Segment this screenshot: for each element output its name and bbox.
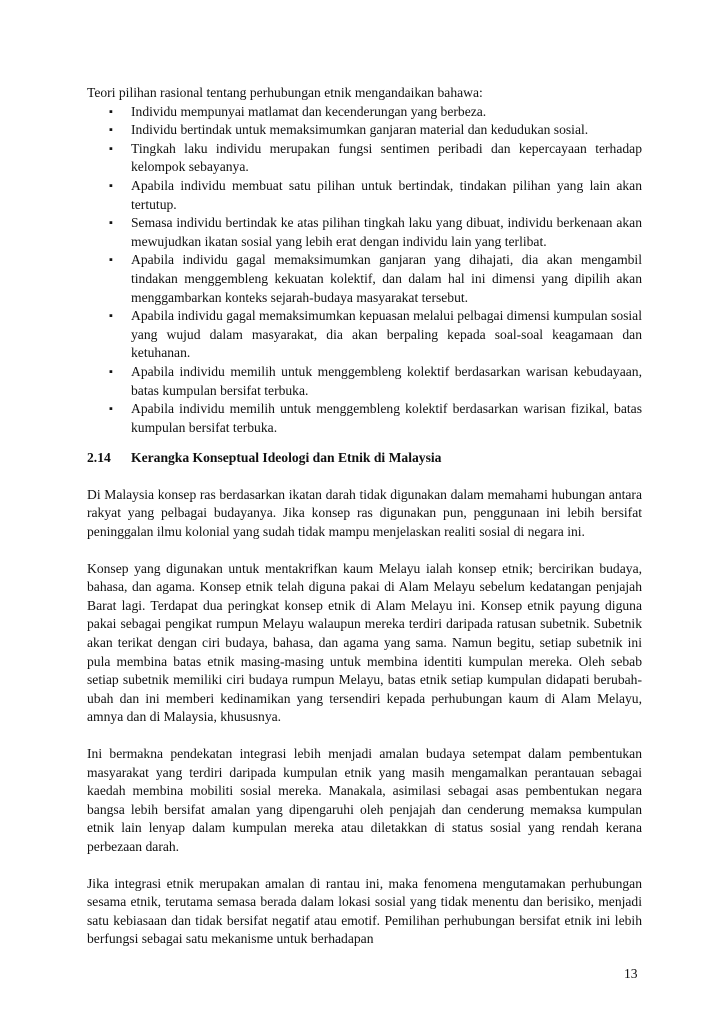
- bullet-icon: ▪: [109, 105, 113, 118]
- bullet-icon: ▪: [109, 365, 113, 378]
- bullet-item: [87, 214, 642, 251]
- body-paragraph: Jika integrasi etnik merupakan amalan di rantau ini, maka fenomena mengutamakan perhubungan sesama etnik, terutama semasa berada dalam lokasi sosial yang tidak menentu dan berisiko, menjadi satu kebiasaan dan tidak bersifat negatif atau emotif. Pemilihan perhubungan bersifat etnik ini lebih berfungsi sebagai satu mekanisme untuk berhadapan: [87, 875, 642, 947]
- bullet-item: [87, 121, 642, 140]
- bullet-item: [87, 400, 642, 437]
- bullet-text: Semasa individu bertindak ke atas pilihan tingkah laku yang dibuat, individu berkenaan akan mewujudkan ikatan sosial yang lebih erat dengan individu lain yang terlibat.: [131, 215, 642, 249]
- bullet-icon: ▪: [109, 217, 113, 230]
- bullet-icon: ▪: [109, 142, 113, 155]
- bullet-item: [87, 363, 642, 400]
- bullet-text: Apabila individu gagal memaksimumkan ganjaran yang dihajati, dia akan mengambil tindakan menggembleng kekuatan kolektif, dan dalam hal ini dimensi yang dipilih akan menggambarkan konteks sejarah-budaya masyarakat tersebut.: [131, 252, 642, 305]
- bullet-text: Apabila individu gagal memaksimumkan kepuasan melalui pelbagai dimensi kumpulan sosial yang wujud dalam masyarakat, dia akan berpaling kepada soal-soal keagamaan dan ketuhanan.: [131, 308, 642, 361]
- section-number: 2.14: [87, 450, 111, 466]
- bullet-icon: ▪: [109, 124, 113, 137]
- bullet-text: Tingkah laku individu merupakan fungsi sentimen peribadi dan kepercayaan terhadap kelompok sebayanya.: [131, 140, 642, 175]
- page-number: 13: [624, 966, 638, 981]
- bullet-item: [87, 140, 642, 177]
- body-paragraph: Ini bermakna pendekatan integrasi lebih menjadi amalan budaya setempat dalam pembentukan masyarakat yang terdiri daripada kumpulan etnik yang masih mengamalkan perantauan sebagai kaedah membina mobiliti sosial mereka. Manakala, asimilasi sebagai asas pembentukan negara bangsa lebih bersifat amalan yang dipengaruhi oleh penjajah dan cenderung memaksa kumpulan etnik lain lenyap dalam kumpulan mereka atau diletakkan di status sosial yang rendah kerana perbezaan darah.: [87, 746, 642, 854]
- bullet-item: [87, 251, 642, 307]
- body-paragraph: Konsep yang digunakan untuk mentakrifkan kaum Melayu ialah konsep etnik; bercirikan budaya, bahasa, dan agama. Konsep etnik telah diguna pakai di Alam Melayu sebelum kedatangan penjajah Barat lagi. Terdapat dua peringkat konsep etnik di Alam Melayu ini. Konsep etnik payung diguna pakai sebagai pengikat rumpun Melayu walaupun mereka terdiri daripada ratusan subetnik. Subetnik akan terikat dengan ciri budaya, bahasa, dan agama yang sama. Namun begitu, setiap subetnik ini pula membina batas etnik masing-masing untuk membina identiti kumpulan mereka. Oleh sebab setiap subetnik memiliki ciri budaya rumpun Melayu, batas etnik setiap kumpulan didapati berubah-ubah dan ini memberi kedinamikan yang tersendiri kepada perhubungan kaum di Alam Melayu, amnya dan di Malaysia, khususnya.: [87, 560, 642, 725]
- page-content: [87, 84, 642, 967]
- intro-text: Teori pilihan rasional tentang perhubungan etnik mengandaikan bahawa:: [87, 85, 483, 100]
- bullet-item: [87, 103, 642, 122]
- bullet-icon: ▪: [109, 403, 113, 416]
- section-heading: [87, 449, 642, 468]
- bullet-text: Individu bertindak untuk memaksimumkan ganjaran material dan kedudukan sosial.: [131, 122, 589, 138]
- bullet-text: Apabila individu membuat satu pilihan untuk bertindak, tindakan pilihan yang lain akan tertutup.: [131, 177, 642, 212]
- bullet-item: [87, 307, 642, 363]
- bullet-text: Individu mempunyai matlamat dan kecenderungan yang berbeza.: [131, 103, 487, 119]
- section-title: Kerangka Konseptual Ideologi dan Etnik di Malaysia: [131, 450, 442, 466]
- bullet-text: Apabila individu memilih untuk menggembleng kolektif berdasarkan warisan kebudayaan, batas kumpulan bersifat terbuka.: [131, 363, 642, 398]
- bullet-list: [87, 103, 642, 438]
- bullet-text: Apabila individu memilih untuk menggembleng kolektif berdasarkan warisan fizikal, batas kumpulan bersifat terbuka.: [131, 401, 642, 435]
- bullet-icon: ▪: [109, 310, 113, 323]
- bullet-item: [87, 177, 642, 214]
- bullet-icon: ▪: [109, 254, 113, 267]
- body-paragraph: Di Malaysia konsep ras berdasarkan ikatan darah tidak digunakan dalam memahami hubungan antara rakyat yang pelbagai budayanya. Jika konsep ras digunakan pun, penggunaan ini lebih bersifat peninggalan ilmu kolonial yang sudah tidak mampu menjelaskan realiti sosial di negara ini.: [87, 486, 642, 540]
- bullet-icon: ▪: [109, 179, 113, 192]
